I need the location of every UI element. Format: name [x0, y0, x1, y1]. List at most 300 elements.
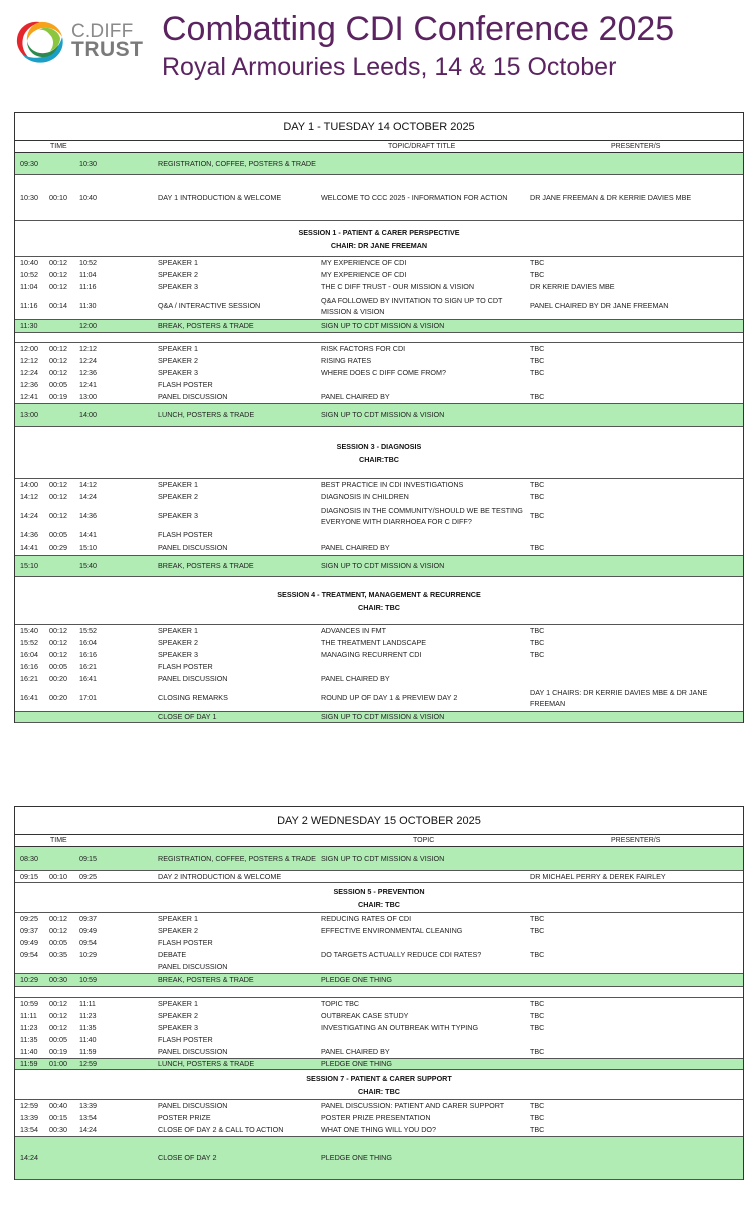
end-time: 12:12: [79, 344, 97, 354]
topic: PANEL CHAIRED BY: [321, 543, 390, 553]
schedule-row: [15, 479, 743, 491]
presenter: DR MICHAEL PERRY & DEREK FAIRLEY: [530, 871, 666, 881]
activity: SPEAKER 3: [158, 282, 198, 292]
break-row: [15, 555, 743, 577]
duration: 00:05: [49, 1035, 67, 1045]
duration: 00:12: [49, 282, 67, 292]
break-row: [15, 319, 743, 333]
schedule-row: [15, 625, 743, 637]
day1-rows: [15, 153, 743, 723]
activity: BREAK, POSTERS & TRADE: [158, 561, 254, 571]
schedule-row: [15, 925, 743, 937]
presenter: TBC: [530, 999, 545, 1009]
activity: FLASH POSTER: [158, 380, 213, 390]
end-time: 11:35: [79, 1023, 97, 1033]
schedule-row: [15, 379, 743, 391]
topic: PANEL CHAIRED BY: [321, 674, 390, 684]
duration: [49, 556, 79, 576]
end-time: 11:16: [79, 282, 97, 292]
start-time: 14:36: [20, 530, 38, 540]
break-row: [15, 847, 743, 871]
start-time: 10:29: [20, 975, 38, 985]
presenter: DR KERRIE DAVIES MBE: [530, 282, 615, 292]
activity: SPEAKER 1: [158, 480, 198, 490]
session-chair: CHAIR: TBC: [358, 1087, 400, 1096]
end-time: 10:30: [79, 158, 97, 168]
schedule-row: [15, 391, 743, 403]
duration: 00:05: [49, 530, 67, 540]
session-chair: CHAIR:TBC: [359, 455, 399, 464]
end-time: 12:41: [79, 380, 97, 390]
topic: Q&A FOLLOWED BY INVITATION TO SIGN UP TO CDT MISSION & VISION: [321, 295, 503, 316]
topic: BEST PRACTICE IN CDI INVESTIGATIONS: [321, 480, 464, 490]
start-time: 16:16: [20, 662, 38, 672]
topic: PLEDGE ONE THING: [321, 1059, 392, 1069]
activity: FLASH POSTER: [158, 938, 213, 948]
presenter: TBC: [530, 1101, 545, 1111]
duration: 00:29: [49, 543, 67, 553]
presenter: TBC: [530, 638, 545, 648]
schedule-row: [15, 949, 743, 961]
presenter: TBC: [530, 258, 545, 268]
topic: PANEL CHAIRED BY: [321, 1047, 390, 1057]
session-title: SESSION 5 - PREVENTION: [333, 887, 425, 896]
start-time: 14:41: [20, 543, 38, 553]
duration: 00:12: [49, 258, 67, 268]
topic: THE TREATMENT LANDSCAPE: [321, 638, 427, 648]
end-time: [79, 961, 109, 973]
end-time: 14:36: [79, 511, 97, 521]
presenter: [530, 1137, 742, 1179]
topic: PANEL CHAIRED BY: [321, 392, 390, 402]
presenter: [530, 961, 742, 973]
topic: PLEDGE ONE THING: [321, 1153, 392, 1163]
start-time: 12:12: [20, 356, 38, 366]
topic: [321, 661, 529, 673]
end-time: 10:59: [79, 975, 97, 985]
end-time: 12:00: [79, 321, 97, 331]
end-time: 14:41: [79, 530, 97, 540]
duration: 00:10: [49, 192, 67, 202]
end-time: 13:54: [79, 1113, 97, 1123]
presenter: [530, 529, 742, 541]
presenter-header: PRESENTER/S: [611, 143, 661, 150]
topic-header: TOPIC: [413, 837, 435, 844]
cdiff-trust-logo: [14, 16, 144, 64]
start-time: 11:11: [20, 1011, 37, 1021]
duration: [49, 961, 79, 973]
session-title: SESSION 3 - DIAGNOSIS: [336, 442, 422, 451]
schedule-row: [15, 913, 743, 925]
duration: 00:12: [49, 511, 67, 521]
topic: [321, 529, 529, 541]
topic: [321, 379, 529, 391]
topic: MANAGING RECURRENT CDI: [321, 650, 422, 660]
activity: FLASH POSTER: [158, 530, 213, 540]
day2-schedule-table: [14, 806, 744, 1180]
duration: 00:12: [49, 638, 67, 648]
schedule-row: [15, 529, 743, 541]
start-time: 10:59: [20, 999, 38, 1009]
activity: FLASH POSTER: [158, 1035, 213, 1045]
start-time: 14:24: [20, 1153, 38, 1163]
duration: 00:14: [49, 301, 67, 311]
end-time: 11:04: [79, 270, 97, 280]
schedule-row: [15, 269, 743, 281]
start-time: 13:39: [20, 1113, 38, 1123]
activity: PANEL DISCUSSION: [158, 392, 228, 402]
end-time: 14:24: [79, 1125, 97, 1135]
end-time: 15:40: [79, 561, 97, 571]
topic: SIGN UP TO CDT MISSION & VISION: [321, 410, 445, 420]
schedule-row: [15, 1124, 743, 1136]
activity: SPEAKER 3: [158, 1023, 198, 1033]
duration: 00:12: [49, 914, 67, 924]
start-time: 09:37: [20, 926, 38, 936]
end-time: 09:37: [79, 914, 97, 924]
schedule-row: [15, 649, 743, 661]
topic: SIGN UP TO CDT MISSION & VISION: [321, 853, 445, 863]
schedule-row: [15, 1100, 743, 1112]
start-time: 15:40: [20, 626, 38, 636]
schedule-row: [15, 281, 743, 293]
start-time: 09:49: [20, 938, 38, 948]
schedule-row: [15, 257, 743, 269]
start-time: 09:30: [20, 158, 38, 168]
topic: [321, 871, 529, 882]
schedule-row: [15, 355, 743, 367]
day1-column-headers: [15, 141, 743, 153]
start-time: 11:40: [20, 1047, 38, 1057]
presenter: TBC: [530, 511, 545, 521]
end-time: 12:36: [79, 368, 97, 378]
activity: SPEAKER 2: [158, 492, 198, 502]
presenter: [530, 937, 742, 949]
end-time: 09:25: [79, 871, 97, 881]
topic: RISING RATES: [321, 356, 372, 366]
duration: 00:12: [49, 344, 67, 354]
presenter: TBC: [530, 950, 545, 960]
topic: DO TARGETS ACTUALLY REDUCE CDI RATES?: [321, 950, 482, 960]
topic: [321, 1034, 529, 1046]
activity: SPEAKER 1: [158, 914, 198, 924]
end-time: 09:54: [79, 938, 97, 948]
end-time: 16:41: [79, 674, 97, 684]
end-time: 11:40: [79, 1035, 97, 1045]
schedule-row: [15, 1046, 743, 1058]
schedule-row: [15, 293, 743, 319]
spacer-row: [15, 987, 743, 998]
start-time: 13:54: [20, 1125, 38, 1135]
start-time: 14:24: [20, 511, 38, 521]
presenter: [530, 974, 742, 986]
schedule-row: [15, 1034, 743, 1046]
start-time: 16:04: [20, 650, 38, 660]
end-time: 14:24: [79, 492, 97, 502]
schedule-row: [15, 673, 743, 685]
duration: 00:35: [49, 950, 67, 960]
end-time: 16:04: [79, 638, 97, 648]
activity: PANEL DISCUSSION: [158, 962, 228, 972]
start-time: 11:16: [20, 301, 38, 311]
activity: CLOSE OF DAY 2: [158, 1153, 217, 1163]
start-time: 15:52: [20, 638, 38, 648]
session-chair: CHAIR: DR JANE FREEMAN: [330, 241, 428, 250]
start-time: 09:15: [20, 871, 38, 881]
activity: SPEAKER 1: [158, 626, 198, 636]
presenter: [530, 1059, 742, 1069]
end-time: 16:21: [79, 662, 97, 672]
topic: INVESTIGATING AN OUTBREAK WITH TYPING: [321, 1023, 479, 1033]
topic: MY EXPERIENCE OF CDI: [321, 270, 407, 280]
presenter: [530, 556, 742, 576]
start-time: 11:23: [20, 1023, 38, 1033]
activity: PANEL DISCUSSION: [158, 543, 228, 553]
presenter: TBC: [530, 1125, 545, 1135]
end-time: 11:59: [79, 1047, 97, 1057]
duration: 00:12: [49, 492, 67, 502]
day2-title: DAY 2 WEDNESDAY 15 OCTOBER 2025: [15, 807, 743, 835]
activity: CLOSE OF DAY 2 & CALL TO ACTION: [158, 1125, 284, 1135]
topic: THE C DIFF TRUST - OUR MISSION & VISION: [321, 282, 475, 292]
start-time: 16:41: [20, 693, 38, 703]
duration: 00:12: [49, 999, 67, 1009]
end-time: 10:40: [79, 192, 97, 202]
schedule-row: [15, 661, 743, 673]
presenter: [530, 712, 742, 722]
end-time: 10:29: [79, 950, 97, 960]
start-time: 12:24: [20, 368, 38, 378]
presenter: [530, 661, 742, 673]
end-time: 17:01: [79, 693, 97, 703]
end-time: 15:52: [79, 626, 97, 636]
logo-text-trust: TRUST: [71, 38, 144, 61]
presenter: TBC: [530, 926, 545, 936]
presenter: DR JANE FREEMAN & DR KERRIE DAVIES MBE: [530, 192, 692, 202]
day2-column-headers: [15, 835, 743, 847]
presenter: TBC: [530, 356, 545, 366]
session-chair: CHAIR: TBC: [358, 900, 400, 909]
activity: LUNCH, POSTERS & TRADE: [158, 1059, 255, 1069]
end-time: [79, 1137, 109, 1179]
duration: 00:12: [49, 270, 67, 280]
presenter: TBC: [530, 650, 545, 660]
schedule-row: [15, 541, 743, 555]
activity: FLASH POSTER: [158, 662, 213, 672]
day2-rows: [15, 847, 743, 1180]
topic: WHERE DOES C DIFF COME FROM?: [321, 368, 446, 378]
day1-title: DAY 1 - TUESDAY 14 OCTOBER 2025: [15, 113, 743, 141]
end-time: 11:30: [79, 301, 97, 311]
duration: 00:40: [49, 1101, 67, 1111]
schedule-row: [15, 343, 743, 355]
presenter: TBC: [530, 492, 545, 502]
start-time: 13:00: [20, 410, 38, 420]
end-time: 10:52: [79, 258, 97, 268]
topic: ROUND UP OF DAY 1 & PREVIEW DAY 2: [321, 693, 458, 703]
presenter: [530, 404, 742, 426]
duration: 01:00: [49, 1059, 67, 1069]
end-time: 13:39: [79, 1101, 97, 1111]
schedule-row: [15, 1022, 743, 1034]
end-time: 14:00: [79, 410, 97, 420]
activity: REGISTRATION, COFFEE, POSTERS & TRADE: [158, 158, 316, 168]
session-title: SESSION 7 - PATIENT & CARER SUPPORT: [306, 1074, 452, 1083]
activity: SPEAKER 1: [158, 344, 198, 354]
activity: SPEAKER 2: [158, 270, 198, 280]
duration: 00:12: [49, 1023, 67, 1033]
activity: PANEL DISCUSSION: [158, 1101, 228, 1111]
break-row: [15, 711, 743, 723]
start-time: 10:30: [20, 192, 38, 202]
duration: 00:12: [49, 650, 67, 660]
duration: 00:30: [49, 975, 67, 985]
topic: EFFECTIVE ENVIRONMENTAL CLEANING: [321, 926, 463, 936]
duration: 00:15: [49, 1113, 67, 1123]
schedule-row: [15, 1112, 743, 1124]
start-time: 12:00: [20, 344, 38, 354]
topic: DIAGNOSIS IN CHILDREN: [321, 492, 409, 502]
duration: 00:12: [49, 926, 67, 936]
activity: PANEL DISCUSSION: [158, 674, 228, 684]
presenter: TBC: [530, 344, 545, 354]
duration: 00:12: [49, 480, 67, 490]
start-time: 12:59: [20, 1101, 38, 1111]
activity: BREAK, POSTERS & TRADE: [158, 321, 254, 331]
end-time: 14:12: [79, 480, 97, 490]
presenter: [530, 320, 742, 332]
topic: [321, 961, 529, 973]
spacer-row: [15, 333, 743, 343]
duration: 00:12: [49, 356, 67, 366]
activity: LUNCH, POSTERS & TRADE: [158, 410, 255, 420]
topic: ADVANCES IN FMT: [321, 626, 386, 636]
session-header: [15, 577, 743, 625]
duration: 00:12: [49, 368, 67, 378]
activity: REGISTRATION, COFFEE, POSTERS & TRADE: [158, 853, 316, 863]
activity: CLOSE OF DAY 1: [158, 712, 217, 722]
presenter: TBC: [530, 1047, 545, 1057]
start-time: 11:59: [20, 1059, 38, 1069]
topic: PANEL DISCUSSION: PATIENT AND CARER SUPPORT: [321, 1101, 505, 1111]
topic: [321, 153, 529, 174]
day1-schedule-table: [14, 112, 744, 723]
presenter: TBC: [530, 543, 545, 553]
presenter: [530, 1034, 742, 1046]
activity: SPEAKER 1: [158, 258, 198, 268]
activity: SPEAKER 3: [158, 511, 198, 521]
start-time: [20, 961, 50, 973]
break-row: [15, 1136, 743, 1180]
start-time: 12:41: [20, 392, 38, 402]
end-time: 13:00: [79, 392, 97, 402]
activity: SPEAKER 2: [158, 638, 198, 648]
duration: 00:20: [49, 674, 67, 684]
duration: [49, 712, 79, 722]
session-header: [15, 1070, 743, 1100]
end-time: 11:23: [79, 1011, 97, 1021]
session-header: [15, 221, 743, 257]
presenter: [530, 673, 742, 685]
schedule-row: [15, 637, 743, 649]
presenter: TBC: [530, 1023, 545, 1033]
session-header: [15, 883, 743, 913]
break-row: [15, 973, 743, 987]
duration: 00:05: [49, 380, 67, 390]
cdiff-trust-logo-icon: [14, 18, 66, 64]
topic: RISK FACTORS FOR CDI: [321, 344, 406, 354]
activity: CLOSING REMARKS: [158, 693, 228, 703]
time-header: TIME: [50, 143, 67, 150]
start-time: 16:21: [20, 674, 38, 684]
end-time: 09:49: [79, 926, 97, 936]
end-time: 15:10: [79, 543, 97, 553]
break-row: [15, 1058, 743, 1070]
activity: PANEL DISCUSSION: [158, 1047, 228, 1057]
activity: POSTER PRIZE: [158, 1113, 211, 1123]
end-time: 16:16: [79, 650, 97, 660]
start-time: 11:30: [20, 321, 38, 331]
schedule-row: [15, 998, 743, 1010]
presenter: TBC: [530, 1113, 545, 1123]
presenter: DAY 1 CHAIRS: DR KERRIE DAVIES MBE & DR JANE FREEMAN: [530, 687, 708, 708]
schedule-row: [15, 685, 743, 711]
activity: DAY 2 INTRODUCTION & WELCOME: [158, 871, 282, 881]
topic: SIGN UP TO CDT MISSION & VISION: [321, 321, 445, 331]
schedule-row: [15, 937, 743, 949]
topic-header: TOPIC/DRAFT TITLE: [388, 143, 456, 150]
schedule-row: [15, 871, 743, 883]
start-time: 11:35: [20, 1035, 38, 1045]
end-time: 09:15: [79, 853, 97, 863]
start-time: 10:40: [20, 258, 38, 268]
topic: MY EXPERIENCE OF CDI: [321, 258, 407, 268]
topic: WELCOME TO CCC 2025 - INFORMATION FOR ACTION: [321, 192, 508, 202]
schedule-row: [15, 491, 743, 503]
start-time: 14:00: [20, 480, 38, 490]
activity: SPEAKER 1: [158, 999, 198, 1009]
duration: 00:20: [49, 693, 67, 703]
start-time: 09:54: [20, 950, 38, 960]
schedule-row: [15, 367, 743, 379]
presenter-header: PRESENTER/S: [611, 837, 661, 844]
duration: 00:10: [49, 871, 67, 881]
time-header: TIME: [50, 837, 67, 844]
presenter: TBC: [530, 480, 545, 490]
duration: 00:12: [49, 626, 67, 636]
activity: SPEAKER 2: [158, 356, 198, 366]
end-time: [79, 712, 109, 722]
session-header: [15, 427, 743, 479]
conference-title: Combatting CDI Conference 2025: [162, 10, 675, 48]
start-time: 12:36: [20, 380, 38, 390]
activity: SPEAKER 3: [158, 368, 198, 378]
presenter: TBC: [530, 368, 545, 378]
end-time: 12:59: [79, 1059, 97, 1069]
end-time: 12:24: [79, 356, 97, 366]
activity: SPEAKER 3: [158, 650, 198, 660]
session-title: SESSION 4 - TREATMENT, MANAGEMENT & RECURRENCE: [277, 590, 481, 599]
schedule-row: [15, 961, 743, 973]
duration: [49, 320, 79, 332]
topic: OUTBREAK CASE STUDY: [321, 1011, 409, 1021]
topic: [321, 937, 529, 949]
schedule-row: [15, 1010, 743, 1022]
break-row: [15, 403, 743, 427]
presenter: TBC: [530, 392, 545, 402]
topic: TOPIC TBC: [321, 999, 360, 1009]
activity: DAY 1 INTRODUCTION & WELCOME: [158, 192, 282, 202]
